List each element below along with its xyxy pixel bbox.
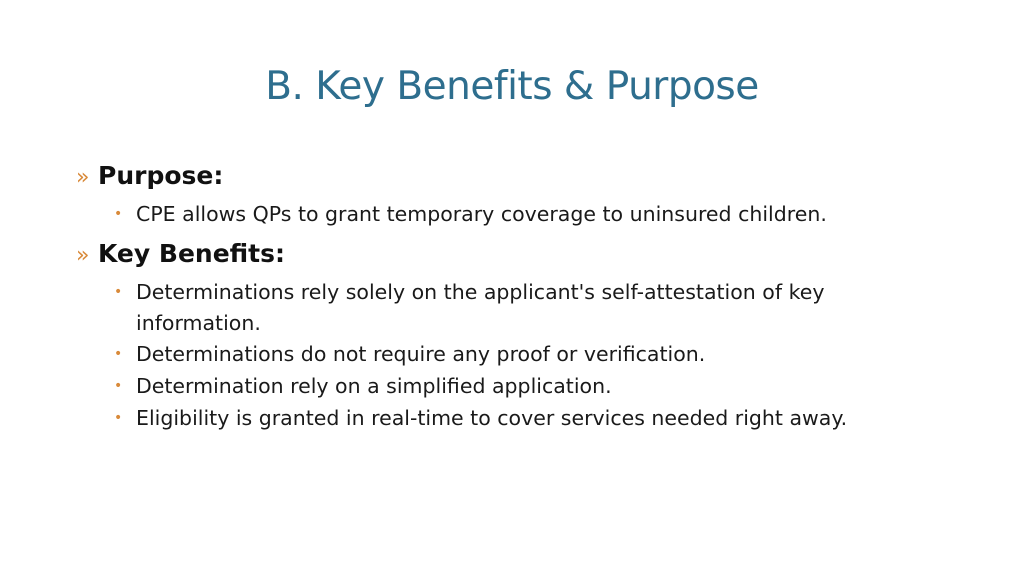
- list-item: [114, 277, 854, 339]
- section-heading-label: Key Benefits:: [98, 239, 286, 268]
- list-item: [114, 371, 914, 402]
- bullet-icon: •: [114, 346, 123, 362]
- list-item: [114, 403, 934, 434]
- list-item-text: Determination rely on a simplified application.: [136, 374, 612, 398]
- bullet-icon: •: [114, 284, 123, 300]
- chevron-right-icon: »: [76, 165, 90, 190]
- section-heading-label: Purpose:: [98, 161, 224, 190]
- bullet-icon: •: [114, 206, 123, 222]
- section-heading-key-benefits: [76, 238, 285, 272]
- bullet-icon: •: [114, 378, 123, 394]
- slide-title: B. Key Benefits & Purpose: [265, 64, 759, 109]
- list-item-text: Eligibility is granted in real-time to cover services needed right away.: [136, 406, 848, 430]
- list-item: [114, 199, 914, 230]
- chevron-right-icon: »: [76, 243, 90, 268]
- bullet-icon: •: [114, 410, 123, 426]
- list-item: [114, 339, 914, 370]
- section-heading-purpose: [76, 160, 223, 194]
- list-item-text: Determinations do not require any proof or verification.: [136, 342, 706, 366]
- list-item-text: Determinations rely solely on the applicant's self-attestation of key information.: [136, 280, 825, 335]
- list-item-text: CPE allows QPs to grant temporary coverage to uninsured children.: [136, 202, 827, 226]
